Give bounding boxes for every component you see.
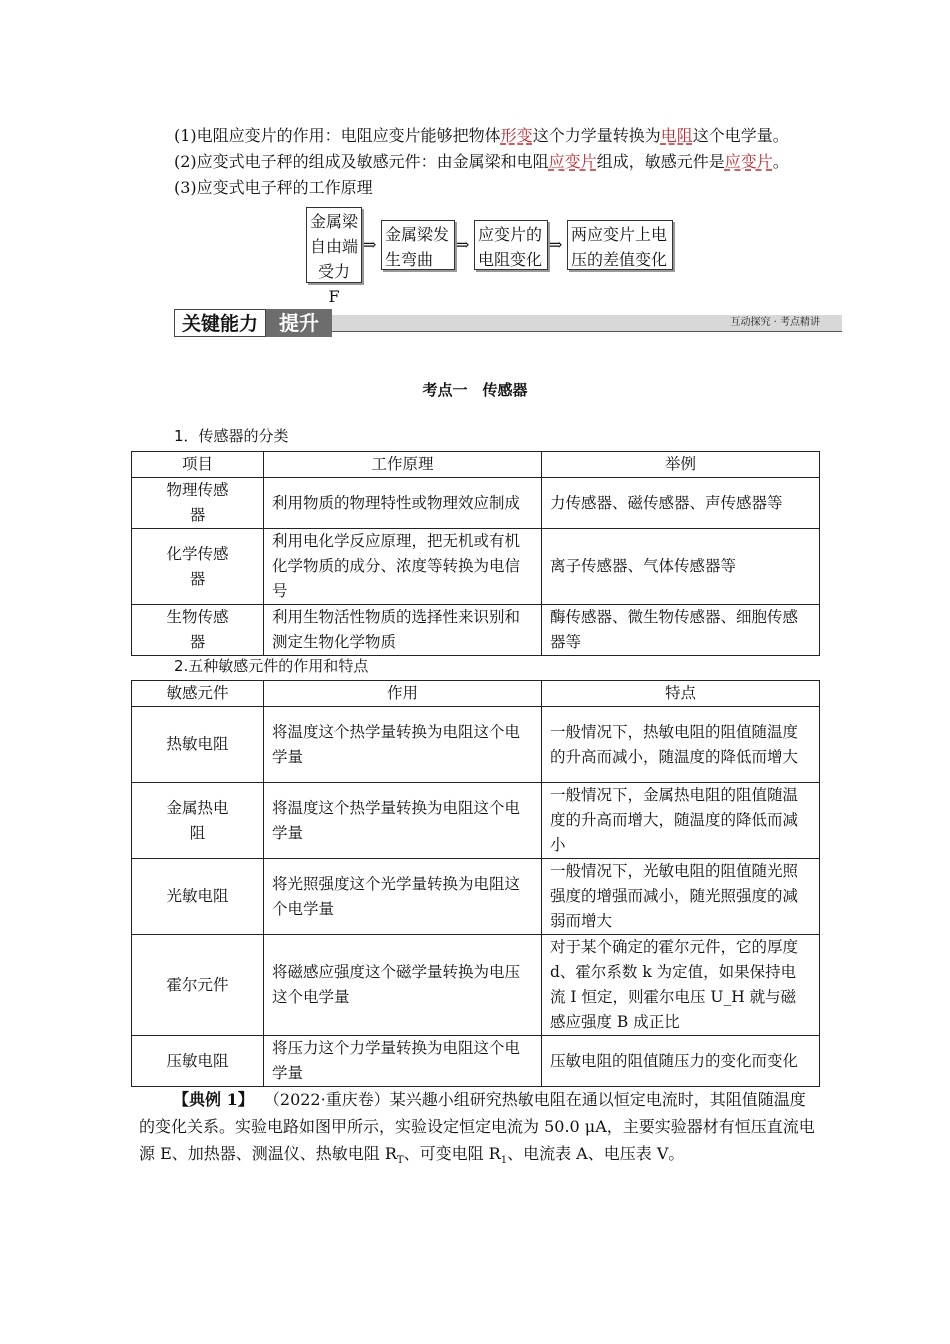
flow-text: 应变片的 [478, 225, 543, 244]
flow-box-voltage-diff [567, 220, 673, 270]
example-paragraph [139, 1086, 819, 1174]
sensitive-element-table [131, 680, 820, 1087]
table-cell: 物理传感器 [132, 478, 264, 529]
banner-subtitle: 互动探究 · 考点精讲 [730, 317, 820, 328]
banner-badge: 提升 [266, 309, 332, 337]
answer-blank: 应变片 [724, 152, 773, 171]
table-cell: 霍尔元件 [132, 935, 264, 1036]
table-cell: 利用物质的物理特性或物理效应制成 [264, 478, 542, 529]
flow-arrow: ⇒ [456, 235, 470, 254]
text: 组成，敏感元件是 [596, 152, 725, 171]
intro-line-2 [174, 150, 789, 174]
table-cell: 对于某个确定的霍尔元件，它的厚度 d、霍尔系数 k 为定值，如果保持电流 I 恒定，则霍尔电压 U_H 就与磁感应强度 B 成正比 [542, 935, 820, 1036]
example-text: （2022·重庆卷）某兴趣小组研究热敏电阻在通以恒定电流时，其阻值随温度的变化关系。实验电路如图甲所示，实验设定恒定电流为 50.0 μA，主要实验器材有恒压直流电源 E、加热器、测温仪、热敏电阻 R [139, 1090, 815, 1163]
table-cell: 光敏电阻 [132, 859, 264, 935]
table-cell: 力传感器、磁传感器、声传感器等 [542, 478, 820, 529]
table-cell: 金属热电阻 [132, 783, 264, 859]
flow-text: 压的差值变化 [571, 250, 668, 269]
table-cell: 利用电化学反应原理，把无机或有机化学物质的成分、浓度等转换为电信号 [264, 529, 542, 605]
flow-box-beam-force [306, 207, 362, 306]
table-cell: 将温度这个热学量转换为电阻这个电学量 [264, 707, 542, 783]
table-cell: 压敏电阻 [132, 1036, 264, 1087]
example-text: 、电流表 A、电压表 V。 [507, 1144, 685, 1163]
text: 这个电学量。 [692, 126, 789, 145]
flow-text: 两应变片上电 [571, 225, 668, 244]
example-text: 、可变电阻 R [403, 1144, 501, 1163]
table-row [132, 1036, 820, 1087]
column-header: 项目 [132, 452, 264, 478]
flow-arrow: ⇒ [549, 235, 563, 254]
table-row [132, 605, 820, 656]
table-cell: 一般情况下，金属热电阻的阻值随温度的升高而增大，随温度的降低而减小 [542, 783, 820, 859]
column-header: 敏感元件 [132, 681, 264, 707]
table-cell: 一般情况下，热敏电阻的阻值随温度的升高而减小，随温度的降低而增大 [542, 707, 820, 783]
section-banner [174, 307, 842, 337]
example-label: 【典例 1】 [173, 1090, 254, 1109]
text: 这个力学量转换为 [532, 126, 661, 145]
table-row [132, 478, 820, 529]
table-row [132, 707, 820, 783]
flow-text: 金属梁 [310, 212, 359, 231]
table-row [132, 935, 820, 1036]
text: (2)应变式电子秤的组成及敏感元件：由金属梁和电阻 [174, 152, 549, 171]
answer-blank: 电阻 [660, 126, 693, 145]
table-cell: 化学传感器 [132, 529, 264, 605]
table1-caption: 1．传感器的分类 [174, 427, 289, 445]
table-cell: 一般情况下，光敏电阻的阻值随光照强度的增强而减小，随光照强度的减弱而增大 [542, 859, 820, 935]
column-header: 特点 [542, 681, 820, 707]
flow-text: 自由端 [310, 237, 359, 256]
answer-blank: 应变片 [548, 152, 597, 171]
sensor-classification-table [131, 451, 820, 656]
table-cell: 热敏电阻 [132, 707, 264, 783]
column-header: 作用 [264, 681, 542, 707]
table-cell: 压敏电阻的阻值随压力的变化而变化 [542, 1036, 820, 1087]
flow-text: 受力 F [317, 262, 350, 306]
table-cell: 利用生物活性物质的选择性来识别和测定生物化学物质 [264, 605, 542, 656]
subscript: 1 [500, 1155, 508, 1167]
flow-box-beam-bend [381, 220, 455, 270]
table-cell: 将压力这个力学量转换为电阻这个电学量 [264, 1036, 542, 1087]
table-cell: 将光照强度这个光学量转换为电阻这个电学量 [264, 859, 542, 935]
table-cell: 将磁感应强度这个磁学量转换为电压这个电学量 [264, 935, 542, 1036]
answer-blank: 形变 [500, 126, 533, 145]
table-cell: 离子传感器、气体传感器等 [542, 529, 820, 605]
table-header-row [132, 452, 820, 478]
text: (1)电阻应变片的作用：电阻应变片能够把物体 [174, 126, 501, 145]
section-heading: 考点一 传感器 [422, 381, 528, 399]
intro-line-1 [174, 124, 789, 148]
table-cell: 生物传感器 [132, 605, 264, 656]
table-row [132, 783, 820, 859]
flow-text: 电阻变化 [478, 250, 543, 269]
flow-text: 生弯曲 [385, 250, 434, 269]
subscript: T [396, 1155, 404, 1167]
table-row [132, 529, 820, 605]
table-header-row [132, 681, 820, 707]
flow-arrow: ⇒ [363, 235, 377, 254]
flow-text: 金属梁发 [385, 225, 450, 244]
table-row [132, 859, 820, 935]
table2-caption: 2.五种敏感元件的作用和特点 [174, 657, 369, 675]
banner-title: 关键能力 [174, 309, 266, 337]
column-header: 举例 [542, 452, 820, 478]
column-header: 工作原理 [264, 452, 542, 478]
flow-box-resistance-change [474, 220, 548, 270]
text: 。 [772, 152, 789, 171]
table-cell: 酶传感器、微生物传感器、细胞传感器等 [542, 605, 820, 656]
intro-line-3: (3)应变式电子秤的工作原理 [174, 178, 373, 197]
table-cell: 将温度这个热学量转换为电阻这个电学量 [264, 783, 542, 859]
